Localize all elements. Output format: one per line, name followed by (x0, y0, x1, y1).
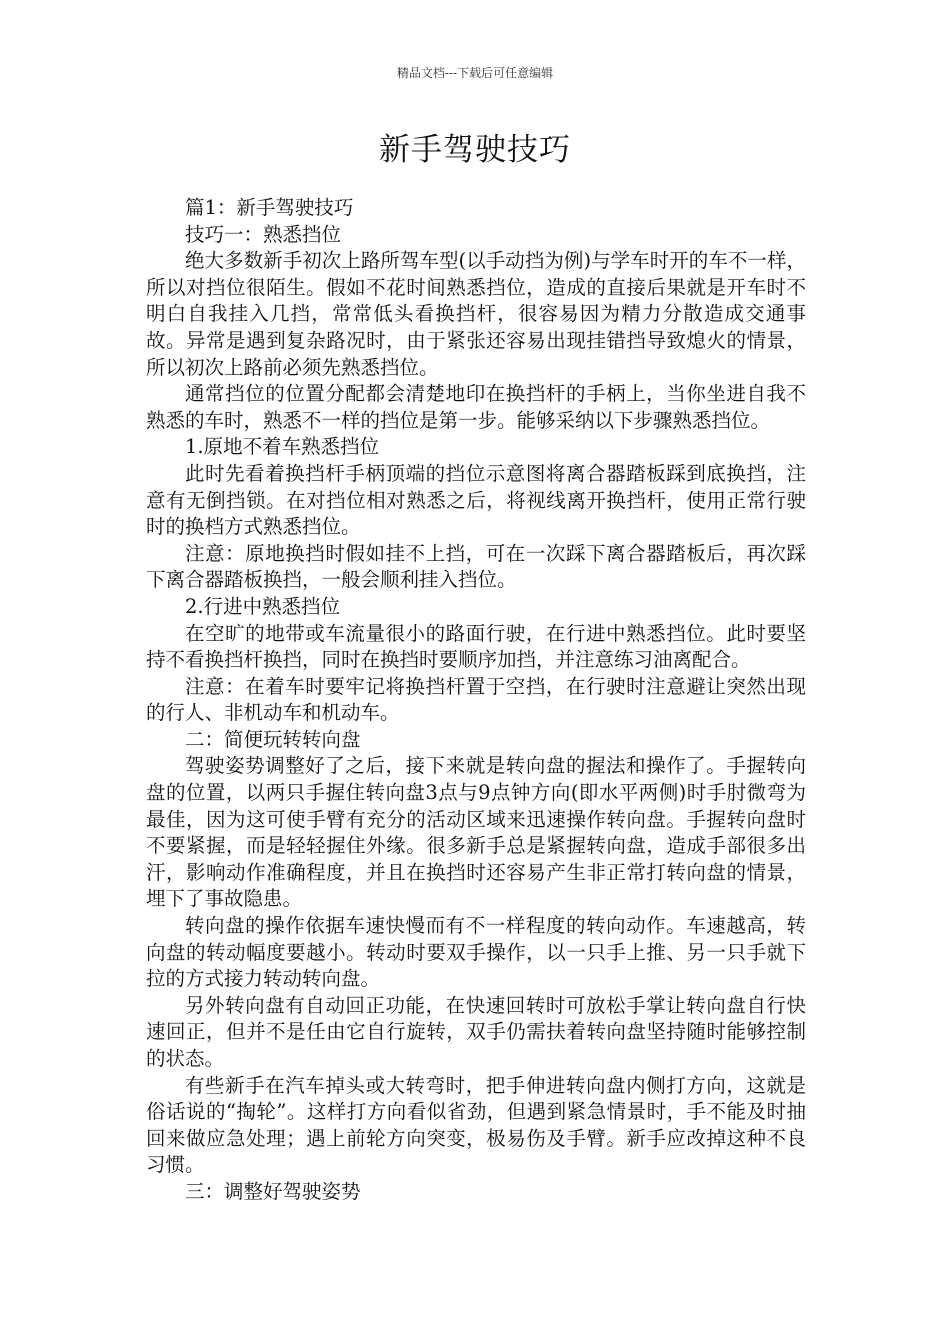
note-paragraph: 注意：在着车时要牢记将换挡杆置于空挡，在行驶时注意避让突然出现的行人、非机动车和机动车。 (146, 674, 806, 725)
paragraph: 有些新手在汽车掉头或大转弯时，把手伸进转向盘内侧打方向，这就是俗话说的“掏轮”。这样打方向看似省劲，但遇到紧急情景时，手不能及时抽回来做应急处理；遇上前轮方向突变，极易伤及手臂。新手应改掉这种不良习惯。 (146, 1073, 806, 1177)
subsection-heading: 三：调整好驾驶姿势 (185, 1179, 361, 1203)
paragraph: 通常挡位的位置分配都会清楚地印在换挡杆的手柄上，当你坐进自我不熟悉的车时，熟悉不一样的挡位是第一步。能够采纳以下步骤熟悉挡位。 (146, 382, 806, 432)
step-heading: 1.原地不着车熟悉挡位 (185, 435, 380, 459)
subsection-heading: 二：简便玩转转向盘 (185, 727, 361, 751)
step-heading: 2.行进中熟悉挡位 (185, 594, 341, 618)
document-title: 新手驾驶技巧 (379, 132, 571, 168)
paragraph: 在空旷的地带或车流量很小的路面行驶，在行进中熟悉挡位。此时要坚持不看换挡杆换挡，同时在换挡时要顺序加挡，并注意练习油离配合。 (146, 621, 806, 672)
subsection-heading: 技巧一：熟悉挡位 (185, 222, 342, 246)
paragraph: 此时先看着换挡杆手柄顶端的挡位示意图将离合器踏板踩到底换挡，注意有无倒挡锁。在对挡位相对熟悉之后，将视线离开换挡杆，使用正常行驶时的换档方式熟悉挡位。 (146, 461, 806, 539)
document-body (146, 195, 806, 1206)
page-header: 精品文档---下载后可任意编辑 (396, 66, 554, 80)
paragraph: 驾驶姿势调整好了之后，接下来就是转向盘的握法和操作了。手握转向盘的位置，以两只手握住转向盘3点与9点钟方向(即水平两侧)时手肘微弯为最佳，因为这可使手臂有充分的活动区域来迅速操作转向盘。手握转向盘时不要紧握，而是轻轻握住外缘。很多新手总是紧握转向盘，造成手部很多出汗，影响动作准确程度，并且在换挡时还容易产生非正常打转向盘的情景，埋下了事故隐患。 (146, 754, 806, 911)
note-paragraph: 注意：原地换挡时假如挂不上挡，可在一次踩下离合器踏板后，再次踩下离合器踏板换挡，一般会顺利挂入挡位。 (146, 541, 806, 592)
section-heading: 篇1：新手驾驶技巧 (185, 196, 354, 219)
paragraph: 绝大多数新手初次上路所驾车型(以手动挡为例)与学车时开的车不一样，所以对挡位很陌生。假如不花时间熟悉挡位，造成的直接后果就是开车时不明白自我挂入几挡，常常低头看换挡杆，很容易因为精力分散造成交通事故。异常是遇到复杂路况时，由于紧张还容易出现挂错挡导致熄火的情景，所以初次上路前必须先熟悉挡位。 (146, 249, 806, 379)
paragraph: 另外转向盘有自动回正功能，在快速回转时可放松手掌让转向盘自行快速回正，但并不是任由它自行旋转，双手仍需扶着转向盘坚持随时能够控制的状态。 (146, 993, 806, 1070)
paragraph: 转向盘的操作依据车速快慢而有不一样程度的转向动作。车速越高，转向盘的转动幅度要越小。转动时要双手操作，以一只手上推、另一只手就下拉的方式接力转动转向盘。 (146, 914, 806, 991)
